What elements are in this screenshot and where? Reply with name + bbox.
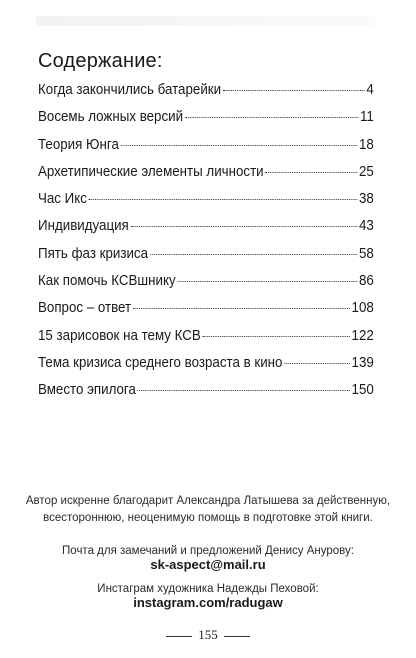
instagram-contact xyxy=(20,583,396,610)
page-number-dash-left xyxy=(166,636,192,637)
toc-entry-page: 38 xyxy=(358,191,374,208)
toc-entry-title: Вопрос – ответ xyxy=(38,300,132,317)
toc-entry xyxy=(38,218,374,245)
toc-entry xyxy=(38,273,374,300)
toc-entry-page: 43 xyxy=(358,218,374,235)
toc-entry xyxy=(38,328,374,355)
toc-dot-leader xyxy=(203,336,350,337)
toc-entry-page: 4 xyxy=(366,82,374,98)
toc-entry-title: 15 зарисовок на тему КСВ xyxy=(38,327,201,344)
toc-entry xyxy=(38,82,374,109)
table-of-contents xyxy=(38,82,374,410)
email-contact-label: Почта для замечаний и предложений Денису Анурову: xyxy=(62,545,354,557)
toc-entry-page: 18 xyxy=(358,136,374,153)
toc-entry-title: Индивидуация xyxy=(38,218,129,235)
toc-entry-title: Архетипические элементы личности xyxy=(38,163,264,180)
toc-dot-leader xyxy=(150,254,357,255)
toc-entry-page: 86 xyxy=(358,273,374,290)
toc-entry xyxy=(38,382,374,409)
acknowledgement-text: Автор искренне благодарит Александра Латышева за действенную, всестороннюю, неоценимую помощь в подготовке этой книги. xyxy=(25,495,391,524)
page-number xyxy=(0,627,416,643)
toc-entry xyxy=(38,137,374,164)
toc-entry-title: Как помочь КСВшнику xyxy=(38,273,176,290)
toc-entry xyxy=(38,300,374,327)
email-address: sk-aspect@mail.ru xyxy=(150,557,266,572)
toc-entry-page: 11 xyxy=(359,109,374,126)
instagram-contact-label: Инстаграм художника Надежды Пеховой: xyxy=(97,583,319,595)
toc-dot-leader xyxy=(284,363,349,364)
toc-entry-title: Когда закончились батарейки xyxy=(38,82,222,98)
toc-dot-leader xyxy=(138,390,350,391)
toc-entry-page: 139 xyxy=(351,354,374,371)
toc-entry xyxy=(38,355,374,382)
email-contact xyxy=(20,545,396,572)
toc-entry-title: Тема кризиса среднего возраста в кино xyxy=(38,354,283,371)
toc-dot-leader xyxy=(131,226,357,227)
page-number-dash-right xyxy=(224,636,250,637)
toc-entry-title: Восемь ложных версий xyxy=(38,109,184,126)
toc-entry-page: 108 xyxy=(351,300,374,317)
toc-entry-page: 25 xyxy=(358,163,374,180)
toc-entry-page: 122 xyxy=(351,327,374,344)
toc-dot-leader xyxy=(89,199,357,200)
instagram-handle: instagram.com/radugaw xyxy=(133,595,283,610)
toc-entry-page: 58 xyxy=(358,245,374,262)
bleed-through-line xyxy=(36,16,376,26)
toc-entry xyxy=(38,109,374,136)
toc-entry-page: 150 xyxy=(351,382,374,399)
toc-dot-leader xyxy=(133,308,350,309)
toc-dot-leader xyxy=(177,281,357,282)
toc-entry xyxy=(38,164,374,191)
contents-heading: Содержание: xyxy=(38,50,163,72)
toc-entry-title: Теория Юнга xyxy=(38,136,119,153)
toc-dot-leader xyxy=(121,145,357,146)
toc-entry xyxy=(38,246,374,273)
toc-entry-title: Пять фаз кризиса xyxy=(38,245,149,262)
toc-entry-title: Вместо эпилога xyxy=(38,382,136,399)
toc-entry-title: Час Икс xyxy=(38,191,87,208)
toc-dot-leader xyxy=(223,90,365,91)
toc-entry xyxy=(38,191,374,218)
toc-dot-leader xyxy=(185,117,358,118)
toc-dot-leader xyxy=(265,172,357,173)
page-number-value: 155 xyxy=(198,627,218,642)
